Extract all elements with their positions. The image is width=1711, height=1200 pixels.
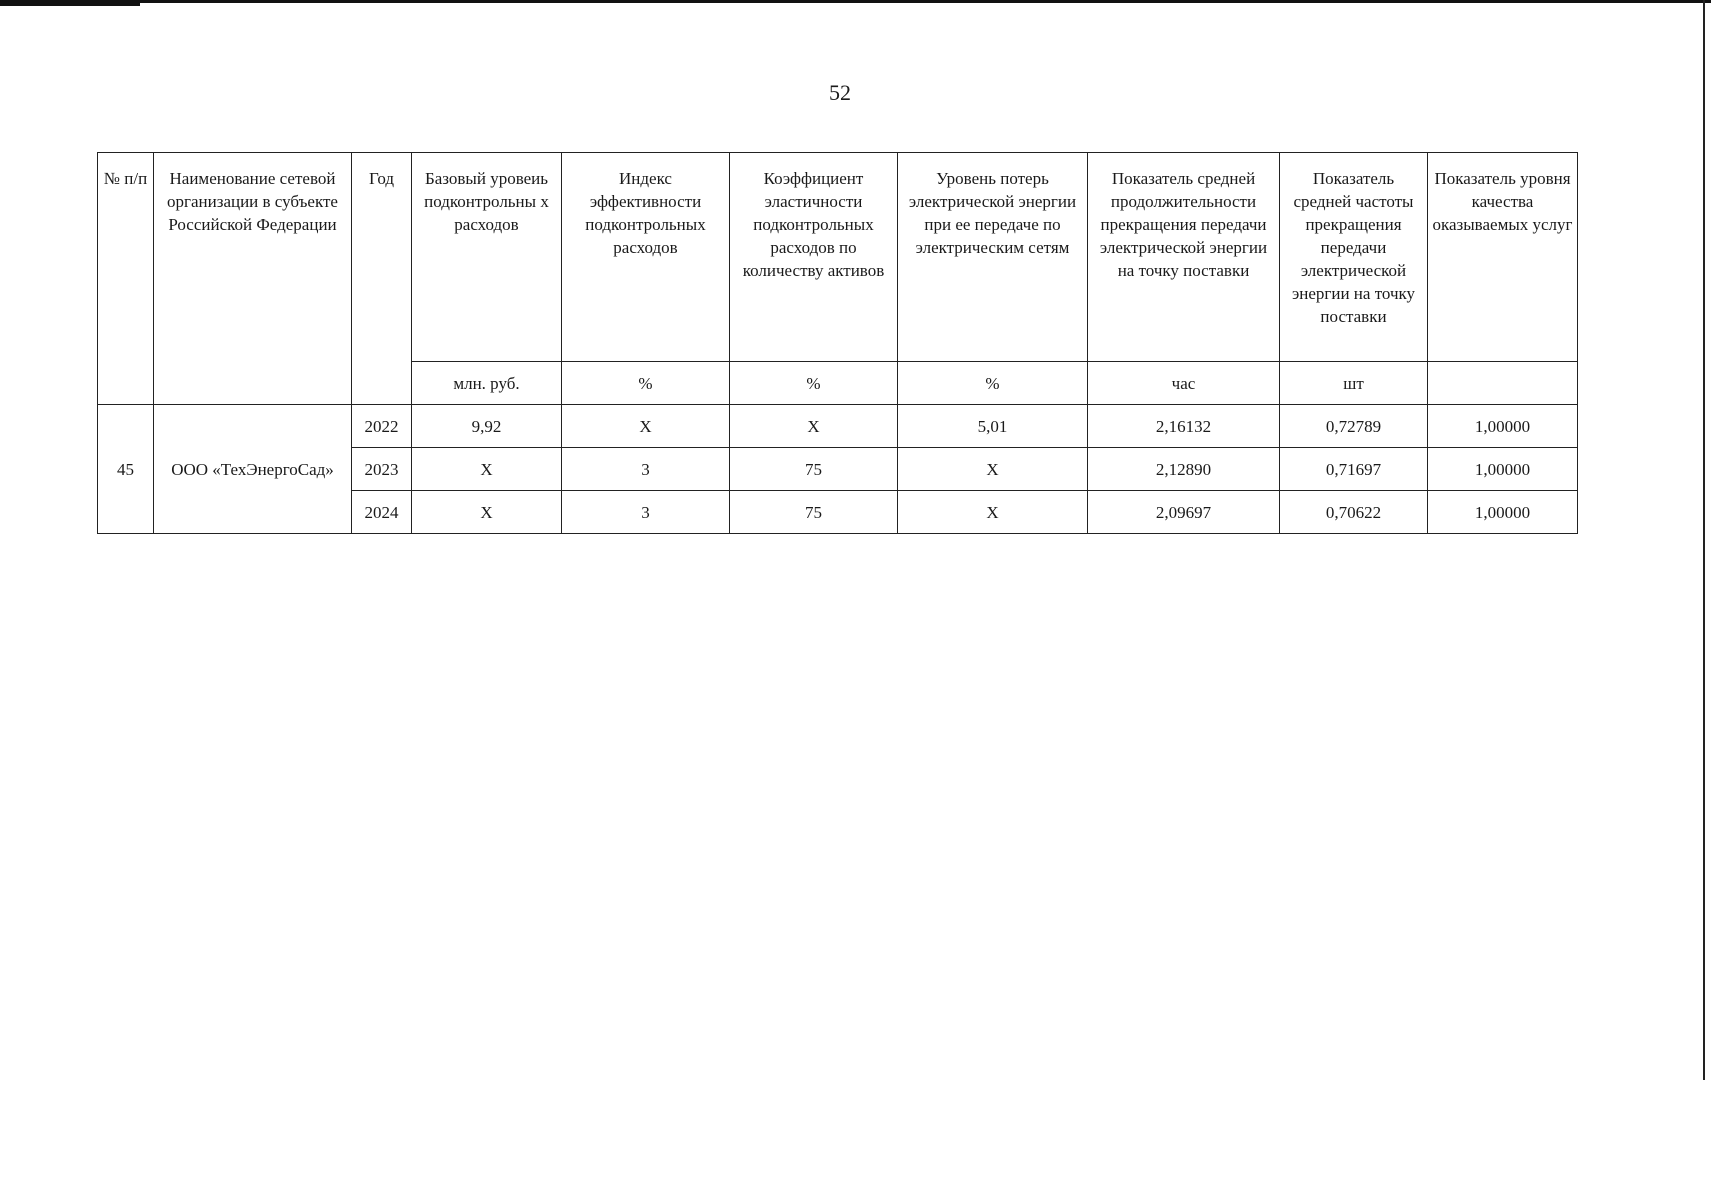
unit-quality [1428,362,1578,405]
table-row [98,405,1578,448]
cell-duration: 2,12890 [1088,448,1280,491]
page-number: 52 [829,80,851,105]
header-row [98,153,1578,362]
header-base: Базовый уровеиь подконтрольны х расходов [412,153,562,362]
unit-frequency: шт [1280,362,1428,405]
entry-org: ООО «ТехЭнергоСад» [154,405,352,534]
cell-frequency: 0,72789 [1280,405,1428,448]
header-index: Индекс эффективности подконтрольных расходов [562,153,730,362]
scan-edge-top-thick [0,0,140,6]
cell-index: 3 [562,448,730,491]
scan-edge-right [1703,0,1705,1080]
cell-base: X [412,448,562,491]
unit-index: % [562,362,730,405]
cell-quality: 1,00000 [1428,448,1578,491]
cell-index: 3 [562,491,730,534]
cell-quality: 1,00000 [1428,491,1578,534]
cell-coef: 75 [730,491,898,534]
header-num: № п/п [98,153,154,405]
cell-loss: 5,01 [898,405,1088,448]
cell-frequency: 0,70622 [1280,491,1428,534]
cell-index: X [562,405,730,448]
cell-base: X [412,491,562,534]
cell-year: 2024 [352,491,412,534]
cell-loss: X [898,448,1088,491]
header-coef: Коэффициент эластичности подконтрольных расходов по количеству активов [730,153,898,362]
cell-year: 2022 [352,405,412,448]
data-table [97,152,1578,534]
header-frequency: Показатель средней частоты прекращения передачи электрической энергии на точку поставки [1280,153,1428,362]
cell-base: 9,92 [412,405,562,448]
cell-quality: 1,00000 [1428,405,1578,448]
cell-year: 2023 [352,448,412,491]
header-loss: Уровень потерь электрической энергии при ее передаче по электрическим сетям [898,153,1088,362]
unit-duration: час [1088,362,1280,405]
entry-num: 45 [98,405,154,534]
header-year: Год [352,153,412,405]
cell-loss: X [898,491,1088,534]
unit-coef: % [730,362,898,405]
unit-loss: % [898,362,1088,405]
cell-coef: 75 [730,448,898,491]
cell-coef: X [730,405,898,448]
header-duration: Показатель средней продолжительности прекращения передачи электрической энергии на точку поставки [1088,153,1280,362]
unit-base: млн. руб. [412,362,562,405]
header-org: Наименование сетевой организации в субъекте Российской Федерации [154,153,352,405]
header-quality: Показатель уровня качества оказываемых услуг [1428,153,1578,362]
cell-duration: 2,09697 [1088,491,1280,534]
cell-frequency: 0,71697 [1280,448,1428,491]
cell-duration: 2,16132 [1088,405,1280,448]
scan-edge-top [0,0,1711,3]
